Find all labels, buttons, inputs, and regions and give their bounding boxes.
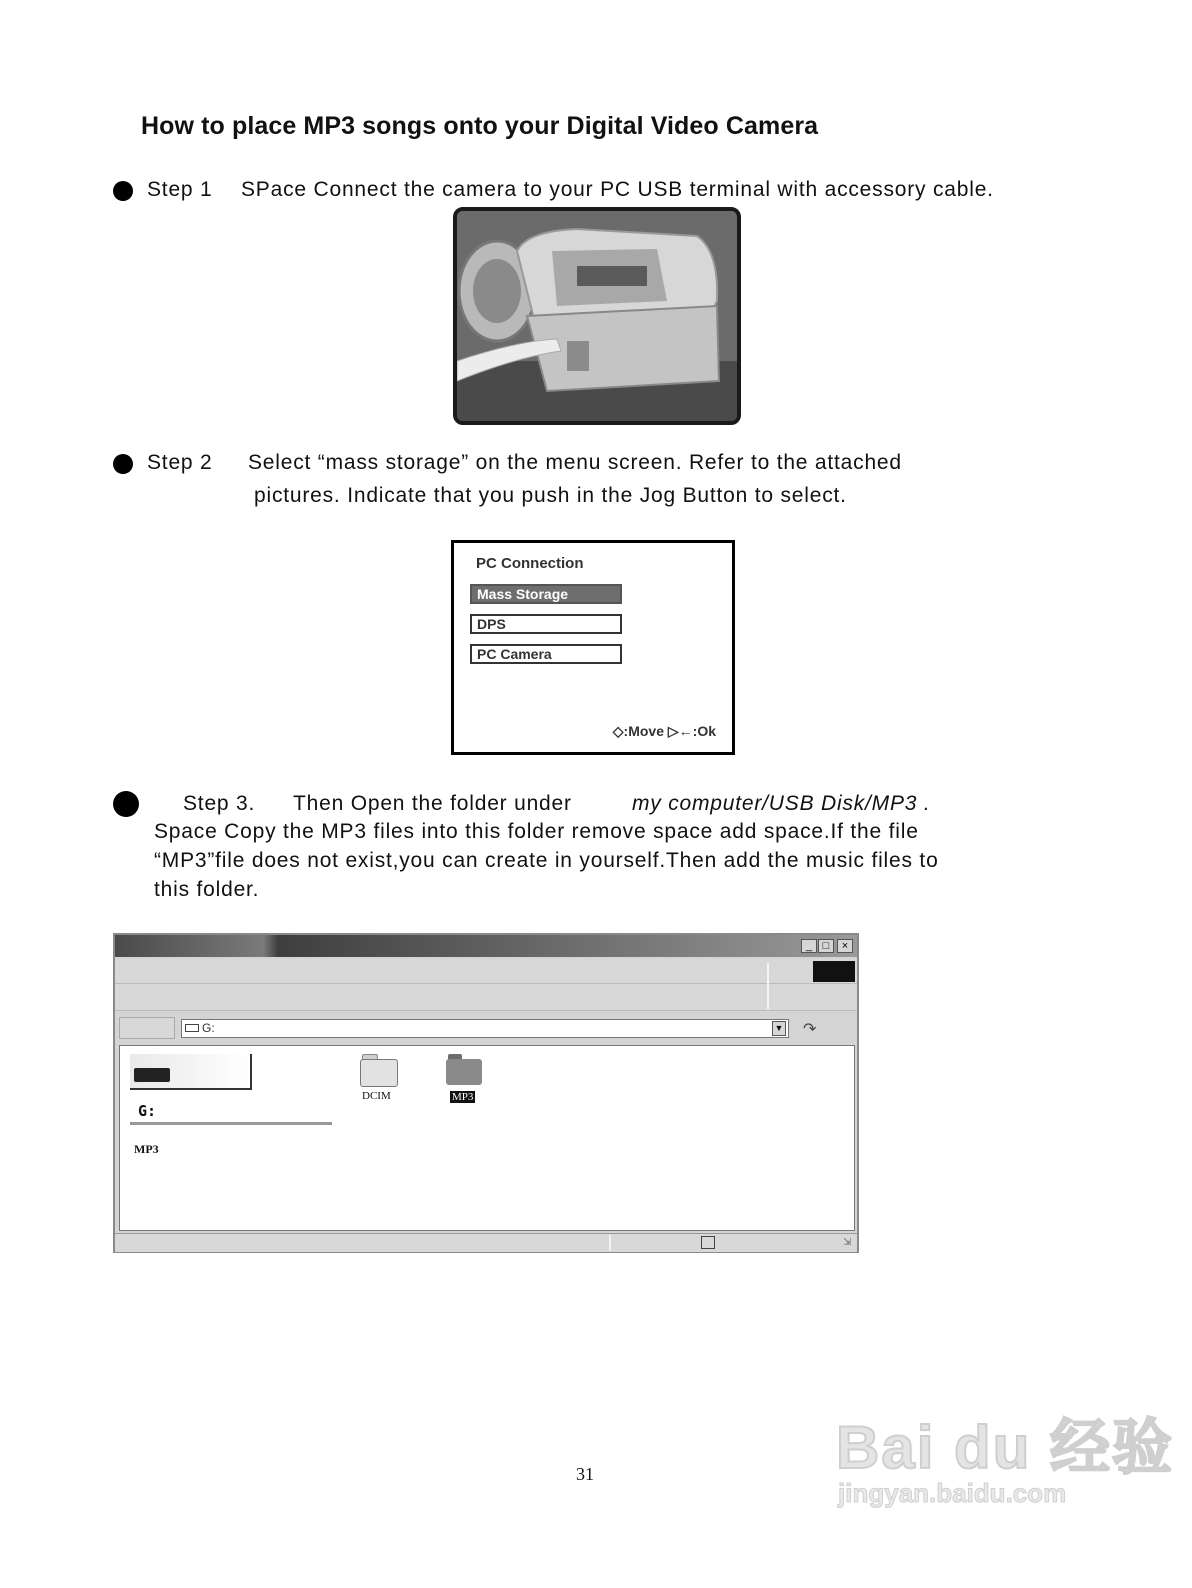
menu-bar: [115, 959, 857, 984]
folder-item-mp3[interactable]: [446, 1054, 506, 1114]
step1-label: Step 1: [147, 178, 213, 201]
camera-photo: [453, 207, 741, 425]
jog-icon: ◇: [612, 723, 624, 739]
watermark-main: Bai du 经验: [836, 1414, 1175, 1481]
step3-path: my computer/USB Disk/MP3 .: [632, 792, 931, 815]
minimize-button[interactable]: _: [801, 939, 817, 953]
selected-folder-label: MP3: [134, 1142, 159, 1156]
step2-line2: pictures. Indicate that you push in the Jog Button to select.: [254, 484, 847, 507]
menu-hint-text: :Move ▷←:Ok: [623, 723, 716, 739]
menu-item-dps[interactable]: DPS: [470, 614, 622, 634]
step3-line3: “MP3”file does not exist,you can create in yourself.Then add the music files to: [154, 849, 939, 872]
step2-label: Step 2: [147, 451, 213, 474]
step3-line2: Space Copy the MP3 files into this folder remove space add space.If the file: [154, 820, 919, 843]
toolbar-divider: [767, 963, 769, 1009]
bullet-icon: [113, 791, 139, 817]
window-titlebar[interactable]: [115, 935, 857, 957]
status-bar: [115, 1233, 857, 1252]
explorer-window: [113, 933, 859, 1253]
menu-title: PC Connection: [476, 555, 584, 572]
folder-item-dcim[interactable]: [360, 1054, 420, 1114]
folder-name: DCIM: [362, 1090, 391, 1102]
windows-logo-icon: [813, 961, 855, 982]
menu-item-mass-storage[interactable]: Mass Storage: [470, 584, 622, 604]
step3-intro: Then Open the folder under: [293, 792, 572, 815]
dropdown-arrow-icon[interactable]: ▼: [772, 1021, 786, 1036]
watermark-sub: jingyan.baidu.com: [838, 1478, 1067, 1508]
page-number: 31: [576, 1464, 594, 1484]
pc-connection-menu: [451, 540, 735, 755]
close-button[interactable]: ×: [837, 939, 853, 953]
toolbar: [115, 984, 857, 1011]
drive-icon: [185, 1024, 199, 1032]
menu-hint: [613, 723, 716, 740]
camera-illustration: [457, 211, 737, 421]
resize-grip-icon[interactable]: ⇲: [843, 1237, 852, 1248]
step1-text: SPace Connect the camera to your PC USB terminal with accessory cable.: [241, 178, 994, 201]
bullet-icon: [113, 181, 133, 201]
content-pane: [119, 1045, 855, 1231]
step3-line4: this folder.: [154, 878, 260, 901]
menu-item-pc-camera[interactable]: PC Camera: [470, 644, 622, 664]
step2-line1: Select “mass storage” on the menu screen. Refer to the attached: [248, 451, 902, 474]
hard-drive-icon: [134, 1068, 170, 1082]
page-title: How to place MP3 songs onto your Digital Video Camera: [141, 112, 819, 140]
address-input[interactable]: G:: [181, 1019, 789, 1038]
status-divider: [609, 1235, 611, 1251]
pane-divider: [130, 1122, 332, 1125]
maximize-button[interactable]: □: [818, 939, 834, 953]
folder-icon: [446, 1059, 482, 1085]
computer-icon: [701, 1236, 715, 1249]
address-label: [119, 1017, 175, 1039]
step3-label: Step 3.: [183, 792, 256, 815]
folder-name: MP3: [452, 1091, 474, 1103]
go-arrow-icon[interactable]: ↷: [803, 1021, 817, 1038]
bullet-icon: [113, 454, 133, 474]
folder-icon: [360, 1059, 398, 1087]
drive-label: G:: [138, 1102, 157, 1120]
